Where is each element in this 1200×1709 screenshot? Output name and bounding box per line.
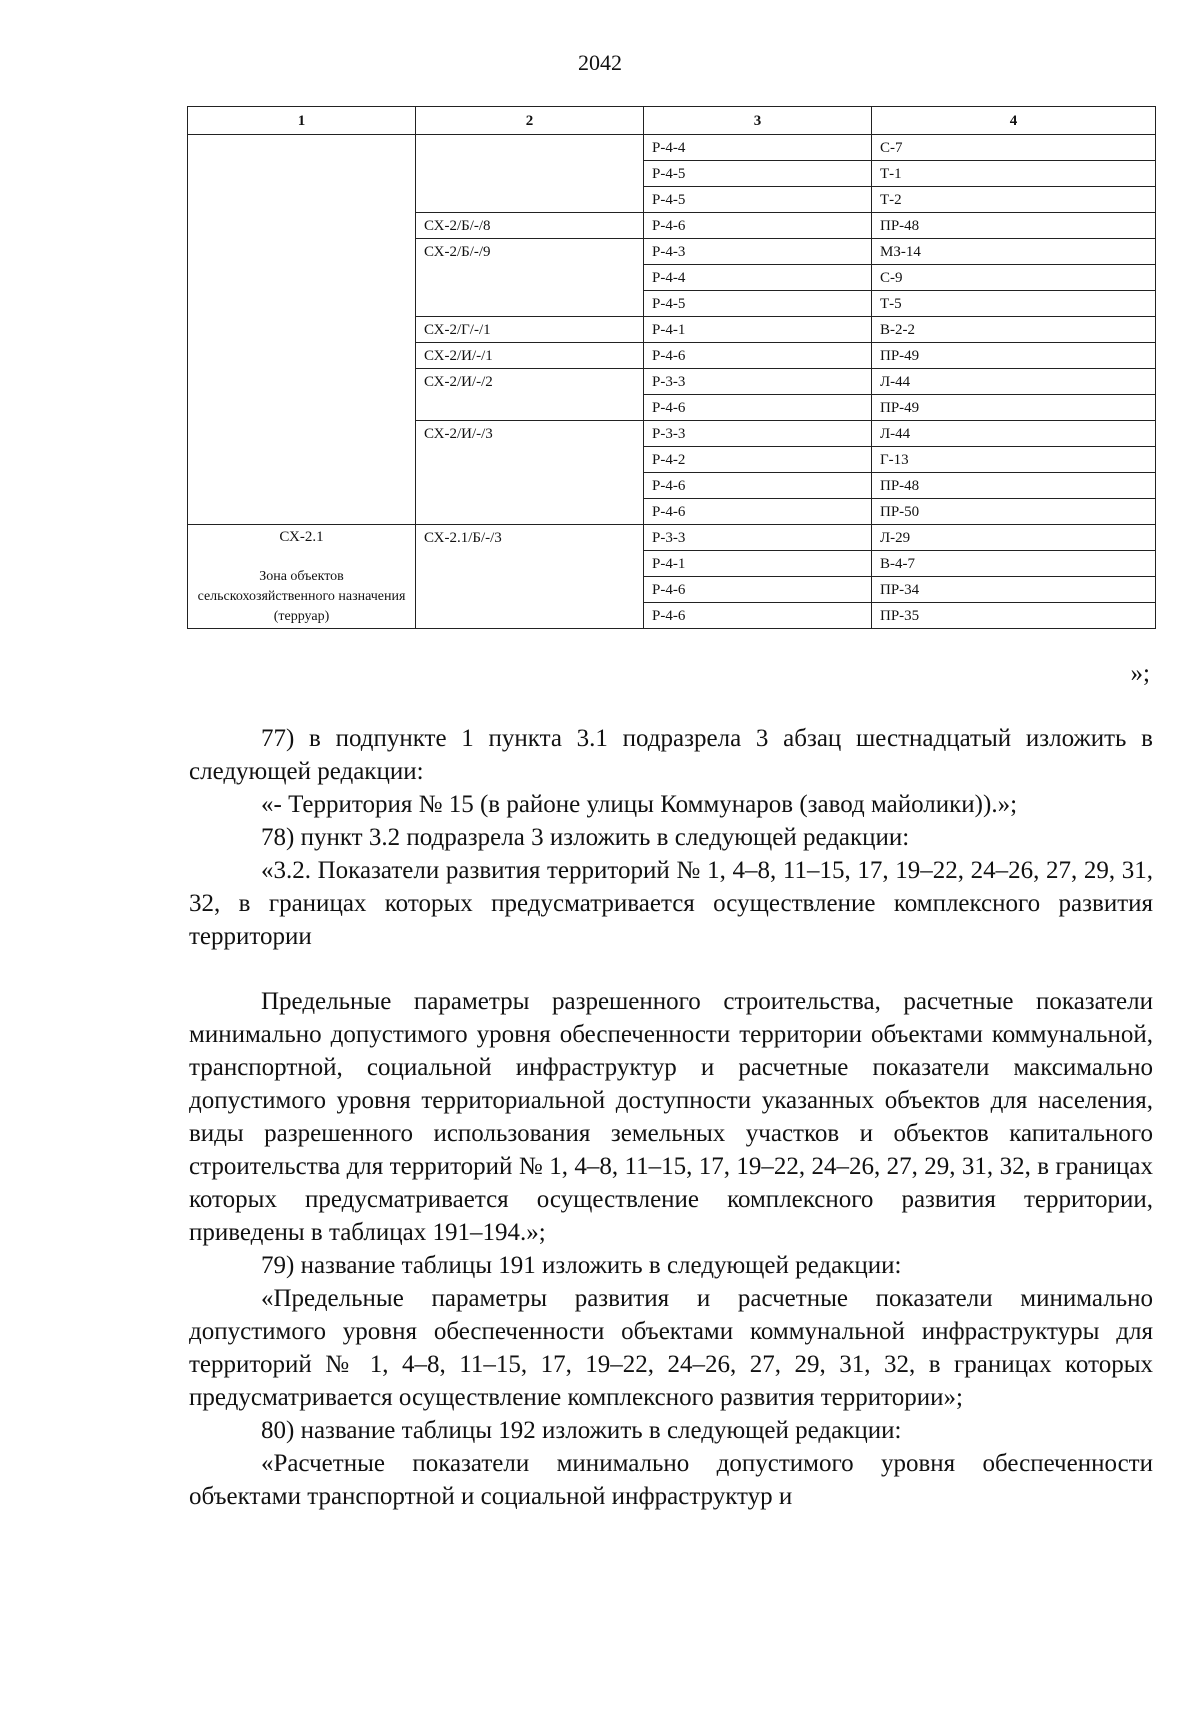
zone-name: Зона объектов сельскохозяйственного назначения (терруар): [197, 569, 406, 624]
cell-col4: Л-29: [872, 525, 1156, 551]
paragraph-77: 77) в подпункте 1 пункта 3.1 подразрела 3 абзац шестнадцатый изложить в следующей редакции:: [189, 725, 1153, 785]
cell-col4: С-7: [872, 135, 1156, 161]
cell-col3: Р-4-1: [644, 317, 872, 343]
cell-col4: В-2-2: [872, 317, 1156, 343]
column-header-3: 3: [644, 107, 872, 135]
cell-col2: [416, 499, 644, 525]
zoning-table: [187, 106, 1156, 629]
cell-col2: [416, 395, 644, 421]
cell-col4: ПР-49: [872, 343, 1156, 369]
cell-col3: Р-4-6: [644, 473, 872, 499]
cell-col3: Р-4-5: [644, 161, 872, 187]
cell-col2: [416, 577, 644, 603]
paragraph-table-192-title: «Расчетные показатели минимально допустимого уровня обеспеченности объектами транспортной и социальной инфраструктур и: [189, 1450, 1153, 1510]
cell-col2: [416, 551, 644, 577]
cell-col2: СХ-2/Г/-/1: [416, 317, 644, 343]
cell-col3: Р-4-6: [644, 499, 872, 525]
cell-col4: ПР-49: [872, 395, 1156, 421]
table-header-row: [188, 107, 1156, 135]
paragraph-78: 78) пункт 3.2 подразрела 3 изложить в следующей редакции:: [261, 824, 910, 851]
cell-col3: Р-4-5: [644, 291, 872, 317]
cell-col2: [416, 473, 644, 499]
closing-quote: »;: [1130, 660, 1150, 687]
cell-col3: Р-4-4: [644, 135, 872, 161]
cell-col2: [416, 161, 644, 187]
cell-col4: Т-1: [872, 161, 1156, 187]
column-header-2: 2: [416, 107, 644, 135]
cell-col4: Т-5: [872, 291, 1156, 317]
cell-col4: В-4-7: [872, 551, 1156, 577]
cell-col2: [416, 265, 644, 291]
cell-col3: Р-3-3: [644, 525, 872, 551]
amendment-text-lower: [189, 985, 1153, 1513]
amendment-text-upper: [189, 722, 1153, 953]
cell-col3: Р-4-4: [644, 265, 872, 291]
cell-col2: СХ-2/Б/-/9: [416, 239, 644, 265]
cell-col4: С-9: [872, 265, 1156, 291]
cell-col4: ПР-34: [872, 577, 1156, 603]
cell-col2: [416, 603, 644, 629]
cell-col3: Р-4-6: [644, 577, 872, 603]
paragraph-territory-15: «- Территория № 15 (в районе улицы Коммунаров (завод майолики)).»;: [261, 791, 1018, 818]
cell-col3: Р-4-6: [644, 395, 872, 421]
cell-col3: Р-4-6: [644, 213, 872, 239]
cell-col4: МЗ-14: [872, 239, 1156, 265]
cell-col3: Р-3-3: [644, 369, 872, 395]
cell-col2: СХ-2/Б/-/8: [416, 213, 644, 239]
cell-col2: СХ-2/И/-/1: [416, 343, 644, 369]
cell-col2: [416, 447, 644, 473]
cell-col3: Р-4-6: [644, 603, 872, 629]
cell-col2: [416, 187, 644, 213]
paragraph-3-2-title: «3.2. Показатели развития территорий № 1, 4–8, 11–15, 17, 19–22, 24–26, 27, 29, 31, 32, в границах которых предусматривается осуществление комплексного развития территории: [189, 857, 1153, 950]
cell-col4: ПР-48: [872, 213, 1156, 239]
cell-col4: Л-44: [872, 421, 1156, 447]
table-row: [188, 525, 1156, 551]
cell-col2: [416, 291, 644, 317]
empty-zone-cell: [188, 135, 416, 525]
column-header-4: 4: [872, 107, 1156, 135]
cell-col3: Р-4-1: [644, 551, 872, 577]
zone-code: СХ-2.1: [279, 529, 324, 545]
cell-col4: Г-13: [872, 447, 1156, 473]
cell-col4: ПР-35: [872, 603, 1156, 629]
cell-col3: Р-4-3: [644, 239, 872, 265]
cell-col4: Т-2: [872, 187, 1156, 213]
paragraph-table-191-title: «Предельные параметры развития и расчетные показатели минимально допустимого уровня обеспеченности объектами коммунальной инфраструктуры для территорий № 1, 4–8, 11–15, 17, 19–22, 24–26, 27, 29, 31, 32, в границах которых предусматривается осуществление комплексного развития территории»;: [189, 1285, 1153, 1411]
cell-col3: Р-4-2: [644, 447, 872, 473]
paragraph-80: 80) название таблицы 192 изложить в следующей редакции:: [261, 1417, 902, 1444]
cell-col4: ПР-48: [872, 473, 1156, 499]
cell-col2: СХ-2.1/Б/-/3: [416, 525, 644, 551]
cell-col2: СХ-2/И/-/3: [416, 421, 644, 447]
cell-col2: [416, 135, 644, 161]
cell-col3: Р-3-3: [644, 421, 872, 447]
page-number: 2042: [578, 50, 622, 75]
column-header-1: 1: [188, 107, 416, 135]
cell-col3: Р-4-6: [644, 343, 872, 369]
cell-col2: СХ-2/И/-/2: [416, 369, 644, 395]
table-row: [188, 135, 1156, 161]
zone-cell: [188, 525, 416, 629]
paragraph-79: 79) название таблицы 191 изложить в следующей редакции:: [261, 1252, 902, 1279]
cell-col3: Р-4-5: [644, 187, 872, 213]
paragraph-limit-parameters: Предельные параметры разрешенного строительства, расчетные показатели минимально допустимого уровня обеспеченности территории объектами коммунальной, транспортной, социальной инфраструктур и расчетные показатели максимально допустимого уровня территориальной доступности указанных объектов для населения, виды разрешенного использования земельных участков и объектов капитального строительства для территорий № 1, 4–8, 11–15, 17, 19–22, 24–26, 27, 29, 31, 32, в границах которых предусматривается осуществление комплексного развития территории, приведены в таблицах 191–194.»;: [189, 988, 1153, 1246]
cell-col4: Л-44: [872, 369, 1156, 395]
cell-col4: ПР-50: [872, 499, 1156, 525]
